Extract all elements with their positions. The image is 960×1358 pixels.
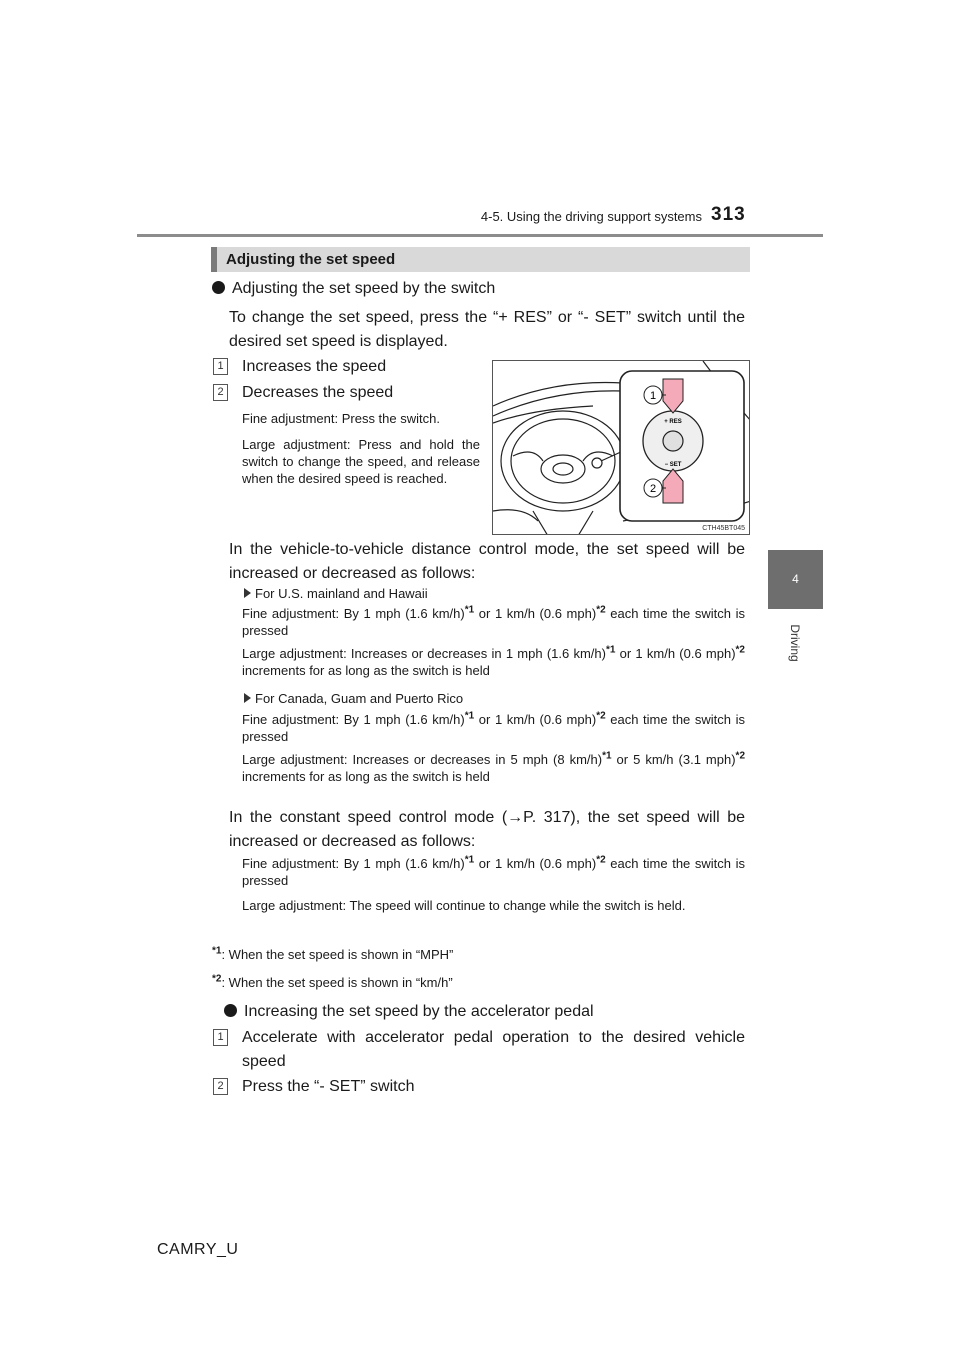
us-large-adjustment: Large adjustment: Increases or decreases in 1 mph (1.6 km/h)$^{*1}$ or 1 km/h (0.6 mph)$^{*2}$ increments for as long as the switch is held	[242, 644, 745, 678]
footer-model-code: CAMRY_U	[157, 1241, 239, 1258]
steering-switch-illustration	[492, 360, 750, 535]
header-rule	[137, 234, 823, 237]
steering-wheel-illustration	[493, 361, 750, 535]
step-text-1: Increases the speed	[242, 358, 387, 375]
step-number-2: 2	[213, 384, 228, 401]
us-fine-adjustment: Fine adjustment: By 1 mph (1.6 km/h)$^{*1}$ or 1 km/h (0.6 mph)$^{*2}$ each time the switch is pressed	[242, 604, 745, 638]
large-adjustment-note: Large adjustment: Press and hold the switch to change the speed, and release when the desired speed is reached.	[242, 437, 480, 486]
bullet-heading-accelerator: Increasing the set speed by the accelerator pedal	[224, 1000, 594, 1024]
constant-fine-adjustment: Fine adjustment: By 1 mph (1.6 km/h)$^{*1}$ or 1 km/h (0.6 mph)$^{*2}$ each time the switch is pressed	[242, 854, 745, 888]
step-number-1: 1	[213, 358, 228, 375]
header-section-title: 4-5. Using the driving support systems	[480, 209, 702, 224]
bullet-heading-switch: Adjusting the set speed by the switch	[212, 277, 495, 301]
step-text-2: Decreases the speed	[242, 384, 394, 401]
step-number-1b: 1	[213, 1029, 228, 1046]
chapter-tab: 4	[768, 550, 823, 609]
bullet-dot-icon	[224, 1004, 237, 1017]
callout-1: 1	[649, 390, 657, 402]
bullet-dot-icon	[212, 281, 225, 294]
res-label: + RES	[664, 419, 682, 425]
bullet1-intro: To change the set speed, press the “+ RES” or “- SET” switch until the desired set speed is displayed.	[229, 309, 745, 350]
triangle-bullet-icon	[244, 693, 251, 703]
chapter-label: Driving	[788, 624, 802, 662]
figure-code: CTH45BT045	[702, 525, 745, 532]
canada-fine-adjustment: Fine adjustment: By 1 mph (1.6 km/h)$^{*1}$ or 1 km/h (0.6 mph)$^{*2}$ each time the switch is pressed	[242, 710, 745, 744]
distance-mode-intro: In the vehicle-to-vehicle distance control mode, the set speed will be increased or decreased as follows:	[229, 541, 745, 582]
section-heading: Adjusting the set speed	[211, 247, 750, 272]
constant-large-adjustment: Large adjustment: The speed will continue to change while the switch is held.	[242, 898, 686, 913]
step-number-2b: 2	[213, 1078, 228, 1095]
step-text-1b: Accelerate with accelerator pedal operation to the desired vehicle speed	[242, 1029, 745, 1070]
fine-adjustment-note: Fine adjustment: Press the switch.	[242, 411, 440, 426]
page-number: 313	[711, 204, 746, 225]
page-ref-arrow-icon: →	[507, 809, 524, 826]
step-text-2b: Press the “- SET” switch	[242, 1078, 415, 1095]
region-heading-us: For U.S. mainland and Hawaii	[244, 586, 428, 602]
callout-2: 2	[649, 483, 657, 495]
region-heading-canada: For Canada, Guam and Puerto Rico	[244, 691, 463, 707]
canada-large-adjustment: Large adjustment: Increases or decreases in 5 mph (8 km/h)$^{*1}$ or 5 km/h (3.1 mph)$^{*2}$ increments for as long as the switch is held	[242, 750, 745, 784]
footnote-1: $^{*1}$: When the set speed is shown in “MPH”	[212, 945, 454, 962]
constant-mode-intro: In the constant speed control mode (→P. 317), the set speed will be increased or decreased as follows:	[229, 809, 745, 850]
set-label: − SET	[664, 462, 682, 468]
footnote-2: $^{*2}$: When the set speed is shown in “km/h”	[212, 973, 453, 990]
triangle-bullet-icon	[244, 588, 251, 598]
